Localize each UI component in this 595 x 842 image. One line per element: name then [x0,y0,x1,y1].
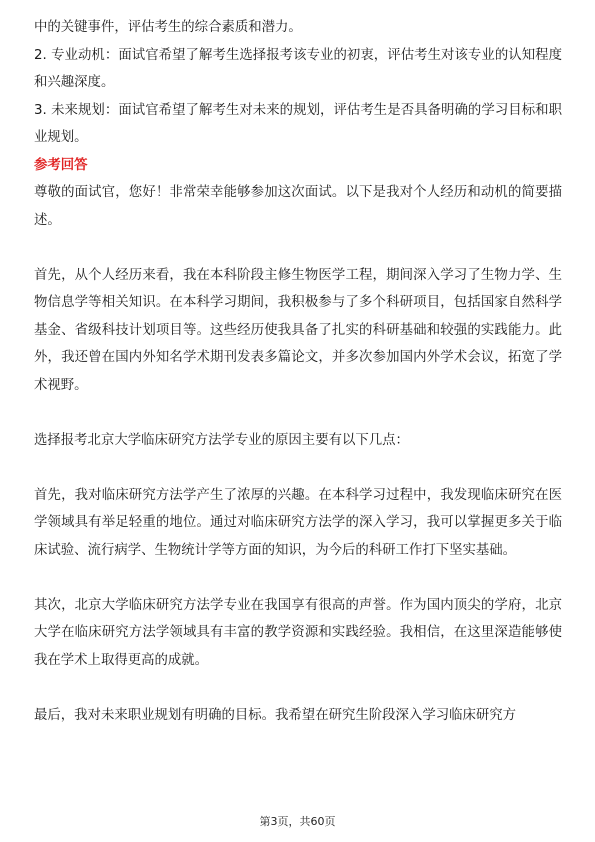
paragraph-continuation: 中的关键事件，评估考生的综合素质和潜力。 [34,20,302,35]
answer-paragraph-5: 最后，我对未来职业规划有明确的目标。我希望在研究生阶段深入学习临床研究方 [34,707,517,723]
answer-paragraph-2: 选择报考北京大学临床研究方法学专业的原因主要有以下几点： [34,432,409,448]
spacer [34,399,562,427]
answer-paragraph-1: 首先，从个人经历来看，我在本科阶段主修生物医学工程，期间深入学习了生物力学、生物信息学等相关知识。在本科学习期间，我积极参与了多个科研项目，包括国家自然科学基金、省级科技计划项目等。这些经历使我具备了扎实的科研基础和较强的实践能力。此外，我还曾在国内外知名学术期刊发表多篇论文，并多次参加国内外学术会议，拓宽了学术视野。 [34,267,562,393]
answer-intro: 尊敬的面试官，您好！非常荣幸能够参加这次面试。以下是我对个人经历和动机的简要描述。 [34,185,562,228]
document-body [34,14,562,729]
spacer [34,454,562,482]
spacer [34,674,562,702]
paragraph-item-3: 3. 未来规划：面试官希望了解考生对未来的规划，评估考生是否具备明确的学习目标和职业规划。 [34,102,562,145]
spacer [34,564,562,592]
paragraph-item-2: 2. 专业动机：面试官希望了解考生选择报考该专业的初衷，评估考生对该专业的认知程度和兴趣深度。 [34,47,562,90]
answer-paragraph-4: 其次，北京大学临床研究方法学专业在我国享有很高的声誉。作为国内顶尖的学府，北京大学在临床研究方法学领域具有丰富的教学资源和实践经验。我相信，在这里深造能够使我在学术上取得更高的成就。 [34,597,562,668]
spacer [34,234,562,262]
section-heading: 参考回答 [34,157,88,173]
answer-paragraph-3: 首先，我对临床研究方法学产生了浓厚的兴趣。在本科学习过程中，我发现临床研究在医学领域具有举足轻重的地位。通过对临床研究方法学的深入学习，我可以掌握更多关于临床试验、流行病学、生物统计学等方面的知识，为今后的科研工作打下坚实基础。 [34,487,562,558]
page-footer: 第3页，共60页 [259,815,336,828]
